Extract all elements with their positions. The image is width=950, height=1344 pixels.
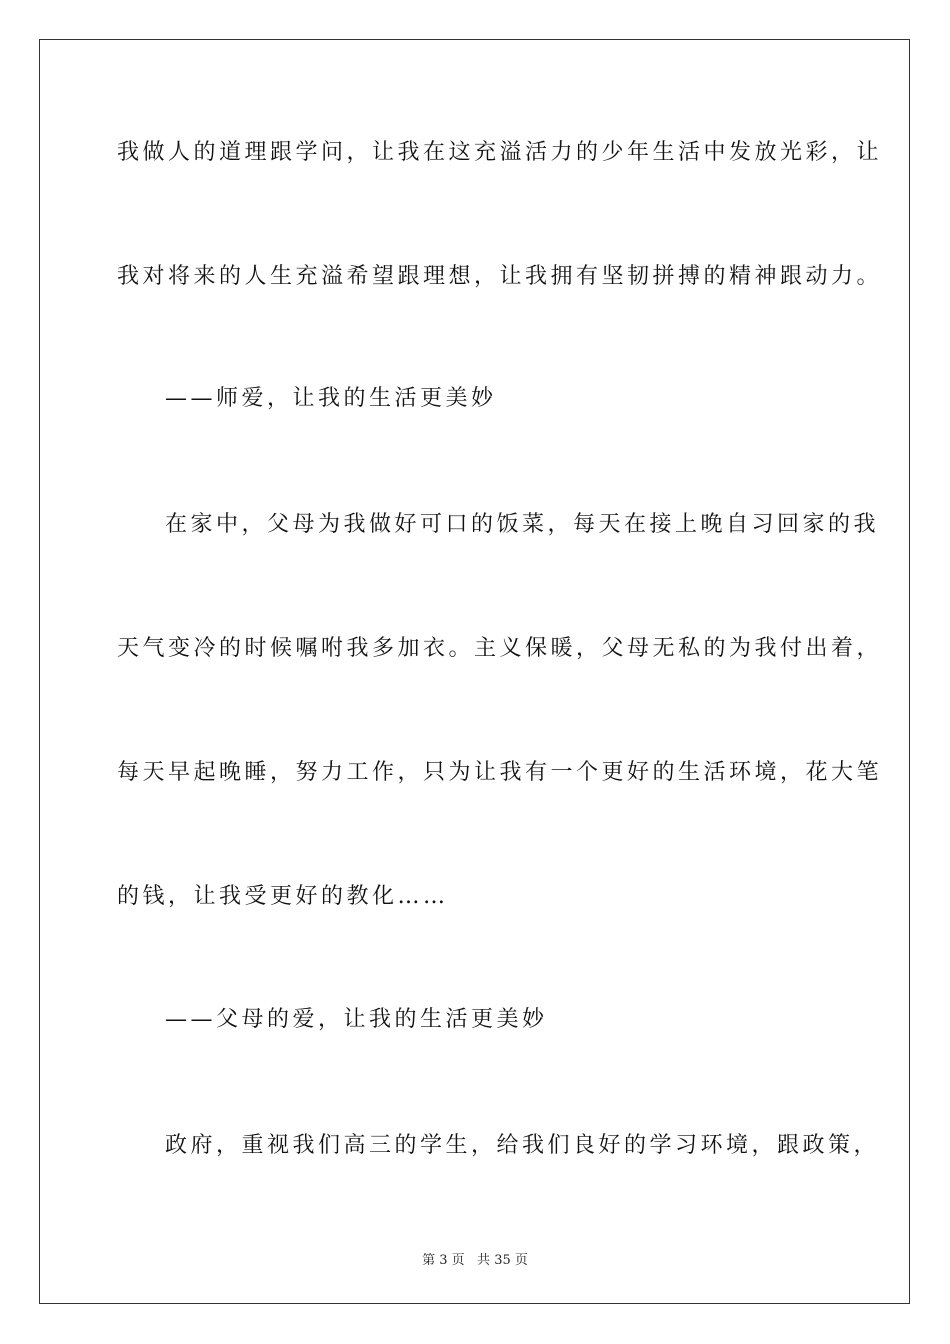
page-number-footer: 第 3 页 共 35 页 [422,1253,528,1268]
text-line: 的钱，让我受更好的教化…… [117,884,449,909]
paragraph-start-line: 政府，重视我们高三的学生，给我们良好的学习环境，跟政策， [165,1133,880,1158]
page-frame [39,39,910,1304]
text-line: 天气变冷的时候嘱咐我多加衣。主义保暖，父母无私的为我付出着， [117,636,883,661]
paragraph-start-line: 在家中，父母为我做好可口的饭菜，每天在接上晚自习回家的我 [165,512,880,537]
text-line-signature: ——父母的爱，让我的生活更美妙 [165,1007,548,1032]
text-line: 我做人的道理跟学问，让我在这充溢活力的少年生活中发放光彩，让 [117,140,883,165]
text-line: 每天早起晚睡，努力工作，只为让我有一个更好的生活环境，花大笔 [117,760,883,785]
text-line: 我对将来的人生充溢希望跟理想，让我拥有坚韧拼搏的精神跟动力。 [117,264,883,289]
text-line-signature: ——师爱，让我的生活更美妙 [165,386,497,411]
